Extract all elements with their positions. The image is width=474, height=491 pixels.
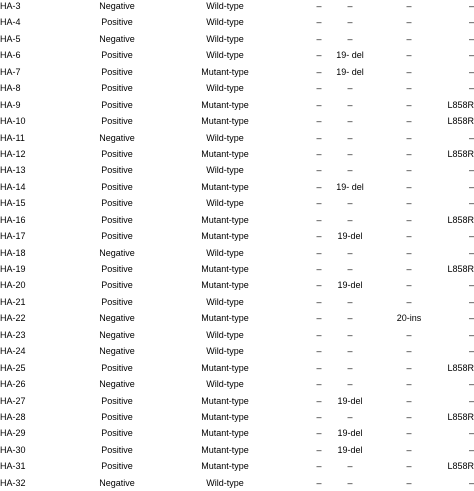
exon-19-cell: 19- del [336,181,364,192]
egfr-type-cell: Mutant-type [201,148,249,159]
sample-id-cell: HA-20 [0,280,26,291]
expression-cell: Negative [99,477,135,488]
expression-cell: Positive [101,461,133,472]
exon-20-cell: – [406,444,412,455]
expression-cell: Positive [101,50,133,61]
exon-20-cell: – [406,264,412,274]
exon-21-cell: L858R [447,116,474,127]
sample-id-cell: HA-26 [0,379,26,390]
exon-18-cell: – [316,329,322,340]
exon-20-cell: – [406,165,412,176]
exon-21-cell: L858R [447,148,474,159]
sample-id-cell: HA-22 [0,313,26,324]
exon-19-cell: – [347,264,353,274]
exon-19-cell: – [347,132,353,143]
egfr-type-cell: Mutant-type [201,313,249,324]
exon-19-cell: – [347,17,353,28]
table-row [0,80,474,96]
exon-19-cell: – [347,411,353,422]
table-row [0,130,474,146]
egfr-type-cell: Mutant-type [201,461,249,472]
exon-21-cell: – [468,379,474,390]
exon-18-cell: – [316,362,322,373]
egfr-type-cell: Mutant-type [201,66,249,77]
expression-cell: Positive [101,362,133,373]
exon-21-cell: – [468,231,474,242]
exon-18-cell: – [316,198,322,209]
exon-21-cell: – [468,313,474,324]
exon-20-cell: – [406,116,412,127]
exon-19-cell: – [347,116,353,127]
sample-id-cell: HA-18 [0,247,26,258]
egfr-type-cell: Wild-type [206,198,244,209]
exon-21-cell: – [468,247,474,258]
table-row [0,212,474,228]
exon-18-cell: – [316,444,322,455]
table-row [0,442,474,458]
exon-19-cell: – [347,346,353,357]
exon-18-cell: – [316,17,322,28]
egfr-type-cell: Mutant-type [201,444,249,455]
exon-19-cell: – [347,33,353,44]
exon-20-cell: – [406,148,412,159]
egfr-type-cell: Wild-type [206,50,244,61]
exon-21-cell: – [468,477,474,488]
exon-19-cell: – [347,329,353,340]
expression-cell: Positive [101,280,133,291]
expression-cell: Negative [99,346,135,357]
egfr-type-cell: Mutant-type [201,99,249,110]
exon-21-cell: – [468,395,474,406]
exon-19-cell: – [347,99,353,110]
exon-18-cell: – [316,411,322,422]
expression-cell: Negative [99,329,135,340]
exon-20-cell: – [406,99,412,110]
exon-19-cell: – [347,214,353,225]
sample-id-cell: HA-32 [0,477,26,488]
exon-21-cell: – [468,198,474,209]
expression-cell: Positive [101,231,133,242]
table-row [0,360,474,376]
expression-cell: Positive [101,296,133,307]
exon-21-cell: – [468,33,474,44]
table-row [0,113,474,129]
exon-20-cell: – [406,214,412,225]
expression-cell: Positive [101,411,133,422]
expression-cell: Positive [101,198,133,209]
table-row [0,195,474,211]
egfr-type-cell: Mutant-type [201,214,249,225]
sample-id-cell: HA-17 [0,231,26,242]
sample-id-cell: HA-30 [0,444,26,455]
table-row [0,393,474,409]
exon-19-cell: – [347,83,353,94]
table-row [0,245,474,261]
table-row [0,376,474,392]
expression-cell: Positive [101,428,133,439]
sample-id-cell: HA-5 [0,33,21,44]
exon-21-cell: – [468,346,474,357]
exon-20-cell: – [406,198,412,209]
exon-21-cell: – [468,132,474,143]
exon-19-cell: – [347,461,353,472]
exon-19-cell: 19-del [337,444,363,455]
table-row [0,343,474,359]
expression-cell: Positive [101,395,133,406]
egfr-type-cell: Wild-type [206,329,244,340]
exon-21-cell: – [468,17,474,28]
exon-20-cell: – [406,477,412,488]
expression-cell: Negative [99,1,135,11]
exon-19-cell: 19- del [336,50,364,61]
exon-19-cell: 19- del [336,66,364,77]
sample-id-cell: HA-21 [0,296,26,307]
exon-18-cell: – [316,428,322,439]
exon-20-cell: – [406,66,412,77]
exon-18-cell: – [316,214,322,225]
exon-21-cell: L858R [447,411,474,422]
table-row [0,261,474,277]
table-row [0,310,474,326]
exon-21-cell: L858R [447,99,474,110]
exon-18-cell: – [316,66,322,77]
exon-21-cell: – [468,296,474,307]
sample-id-cell: HA-14 [0,181,26,192]
egfr-type-cell: Mutant-type [201,116,249,127]
exon-18-cell: – [316,247,322,258]
exon-19-cell: – [347,247,353,258]
exon-21-cell: – [468,66,474,77]
table-row [0,409,474,425]
sample-id-cell: HA-24 [0,346,26,357]
exon-21-cell: – [468,280,474,291]
expression-cell: Positive [101,83,133,94]
table-row [0,14,474,30]
exon-21-cell: – [468,1,474,11]
sample-id-cell: HA-4 [0,17,21,28]
exon-20-cell: – [406,362,412,373]
egfr-type-cell: Mutant-type [201,428,249,439]
exon-20-cell: – [406,231,412,242]
exon-18-cell: – [316,33,322,44]
exon-18-cell: – [316,280,322,291]
expression-cell: Negative [99,33,135,44]
exon-18-cell: – [316,116,322,127]
table-row [0,64,474,80]
expression-cell: Negative [99,132,135,143]
exon-19-cell: – [347,198,353,209]
exon-21-cell: – [468,181,474,192]
exon-20-cell: – [406,17,412,28]
expression-cell: Positive [101,116,133,127]
exon-21-cell: – [468,329,474,340]
expression-cell: Positive [101,181,133,192]
exon-19-cell: – [347,1,353,11]
egfr-type-cell: Wild-type [206,33,244,44]
sample-id-cell: HA-23 [0,329,26,340]
exon-20-cell: – [406,1,412,11]
table-row [0,327,474,343]
exon-21-cell: L858R [447,461,474,472]
table-row [0,228,474,244]
exon-20-cell: – [406,395,412,406]
exon-18-cell: – [316,395,322,406]
sample-id-cell: HA-29 [0,428,26,439]
exon-18-cell: – [316,99,322,110]
sample-id-cell: HA-8 [0,83,21,94]
exon-18-cell: – [316,132,322,143]
exon-18-cell: – [316,313,322,324]
sample-id-cell: HA-15 [0,198,26,209]
exon-19-cell: 19-del [337,428,363,439]
table-row [0,458,474,474]
sample-id-cell: HA-10 [0,116,26,127]
egfr-type-cell: Wild-type [206,132,244,143]
exon-20-cell: – [406,247,412,258]
exon-21-cell: L858R [447,214,474,225]
exon-20-cell: 20-ins [396,313,422,324]
exon-18-cell: – [316,264,322,274]
egfr-type-cell: Mutant-type [201,280,249,291]
egfr-type-cell: Wild-type [206,165,244,176]
exon-20-cell: – [406,296,412,307]
expression-cell: Positive [101,444,133,455]
egfr-type-cell: Wild-type [206,83,244,94]
exon-20-cell: – [406,379,412,390]
exon-20-cell: – [406,83,412,94]
egfr-type-cell: Wild-type [206,17,244,28]
exon-20-cell: – [406,132,412,143]
expression-cell: Positive [101,148,133,159]
table-row [0,277,474,293]
sample-id-cell: HA-19 [0,264,26,274]
egfr-type-cell: Mutant-type [201,264,249,274]
exon-19-cell: 19-del [337,280,363,291]
exon-21-cell: – [468,428,474,439]
table-row [0,162,474,178]
egfr-type-cell: Wild-type [206,247,244,258]
exon-19-cell: – [347,313,353,324]
exon-18-cell: – [316,165,322,176]
table-row [0,97,474,113]
exon-20-cell: – [406,411,412,422]
expression-cell: Negative [99,247,135,258]
exon-18-cell: – [316,477,322,488]
table-row [0,425,474,441]
exon-18-cell: – [316,148,322,159]
exon-18-cell: – [316,1,322,11]
exon-21-cell: – [468,83,474,94]
exon-18-cell: – [316,346,322,357]
sample-id-cell: HA-28 [0,411,26,422]
sample-id-cell: HA-27 [0,395,26,406]
table-row [0,31,474,47]
sample-id-cell: HA-12 [0,148,26,159]
table-row [0,179,474,195]
table-row [0,0,474,14]
sample-id-cell: HA-11 [0,132,25,143]
exon-21-cell: – [468,50,474,61]
expression-cell: Positive [101,66,133,77]
exon-19-cell: 19-del [337,231,363,242]
exon-20-cell: – [406,33,412,44]
exon-19-cell: – [347,477,353,488]
table-row [0,475,474,491]
egfr-type-cell: Mutant-type [201,231,249,242]
egfr-type-cell: Wild-type [206,296,244,307]
exon-19-cell: – [347,296,353,307]
egfr-type-cell: Mutant-type [201,362,249,373]
expression-cell: Positive [101,264,133,274]
exon-21-cell: L858R [447,264,474,274]
expression-cell: Positive [101,165,133,176]
exon-21-cell: – [468,444,474,455]
egfr-type-cell: Mutant-type [201,181,249,192]
exon-19-cell: – [347,165,353,176]
egfr-type-cell: Wild-type [206,1,244,11]
exon-21-cell: L858R [447,362,474,373]
sample-id-cell: HA-7 [0,66,21,77]
exon-18-cell: – [316,231,322,242]
table-row [0,294,474,310]
sample-id-cell: HA-16 [0,214,26,225]
sample-id-cell: HA-13 [0,165,26,176]
exon-20-cell: – [406,461,412,472]
table-row [0,146,474,162]
expression-cell: Positive [101,214,133,225]
exon-18-cell: – [316,379,322,390]
exon-19-cell: – [347,362,353,373]
exon-20-cell: – [406,346,412,357]
exon-18-cell: – [316,461,322,472]
egfr-type-cell: Wild-type [206,346,244,357]
sample-id-cell: HA-31 [0,461,26,472]
table-row [0,47,474,63]
egfr-type-cell: Wild-type [206,379,244,390]
egfr-type-cell: Wild-type [206,477,244,488]
sample-id-cell: HA-9 [0,99,21,110]
exon-20-cell: – [406,280,412,291]
sample-id-cell: HA-3 [0,1,21,11]
expression-cell: Positive [101,17,133,28]
exon-20-cell: – [406,329,412,340]
expression-cell: Negative [99,379,135,390]
exon-18-cell: – [316,181,322,192]
sample-id-cell: HA-25 [0,362,26,373]
expression-cell: Negative [99,313,135,324]
expression-cell: Positive [101,99,133,110]
exon-18-cell: – [316,50,322,61]
egfr-type-cell: Mutant-type [201,395,249,406]
exon-18-cell: – [316,83,322,94]
sample-id-cell: HA-6 [0,50,21,61]
exon-19-cell: – [347,148,353,159]
exon-20-cell: – [406,50,412,61]
exon-20-cell: – [406,428,412,439]
exon-19-cell: 19-del [337,395,363,406]
exon-19-cell: – [347,379,353,390]
exon-21-cell: – [468,165,474,176]
exon-20-cell: – [406,181,412,192]
egfr-type-cell: Mutant-type [201,411,249,422]
exon-18-cell: – [316,296,322,307]
